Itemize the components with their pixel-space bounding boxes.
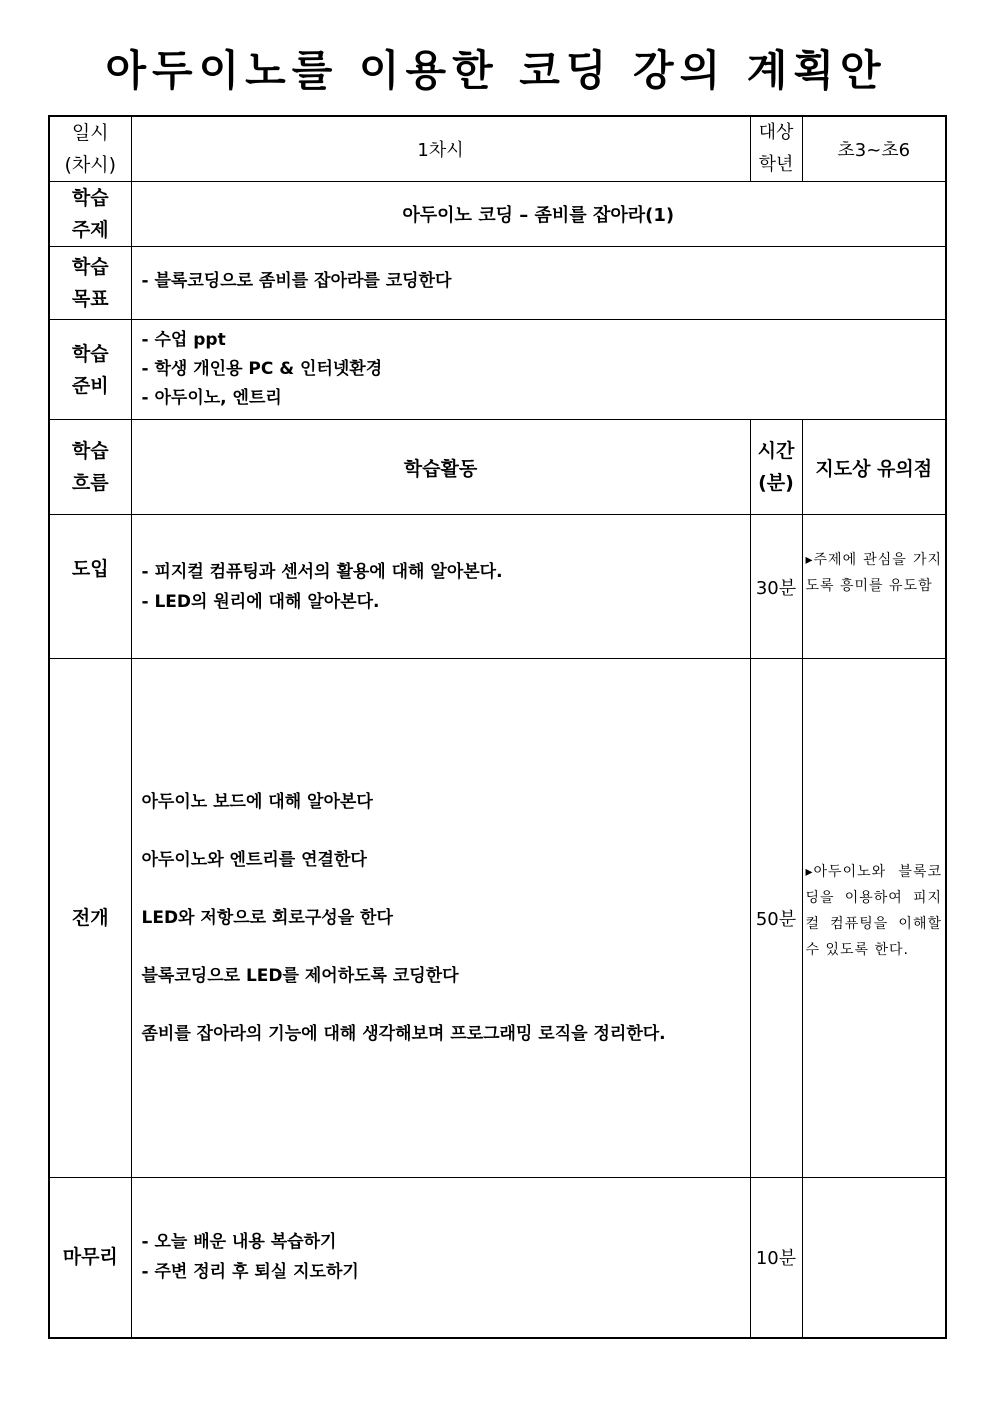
- topic-value: 아두이노 코딩 – 좀비를 잡아라(1): [131, 182, 946, 247]
- develop-list: [131, 659, 750, 1178]
- prep-item: - 학생 개인용 PC & 인터넷환경: [141, 359, 383, 379]
- flow-label: 학습 흐름: [49, 420, 131, 515]
- goal-label: 학습 목표: [49, 247, 131, 320]
- prep-item: - 아두이노, 엔트리: [141, 388, 282, 408]
- notes-header: 지도상 유의점: [802, 420, 946, 515]
- row-develop: [49, 659, 946, 1178]
- wrap-time: 10분: [750, 1178, 802, 1338]
- wrap-item: - 오늘 배운 내용 복습하기: [141, 1232, 337, 1253]
- time-header: 시간 (분): [750, 420, 802, 515]
- date-label: 일시 (차시): [49, 116, 131, 182]
- develop-item: 아두이노 보드에 대해 알아본다: [141, 792, 373, 812]
- goal-item: - 블록코딩으로 좀비를 잡아라를 코딩한다: [141, 271, 452, 291]
- goal-list: [131, 247, 946, 320]
- wrap-label: 마무리: [49, 1178, 131, 1338]
- develop-time: 50분: [750, 659, 802, 1178]
- develop-item: 아두이노와 엔트리를 연결한다: [141, 850, 367, 870]
- target-label: 대상 학년: [750, 116, 802, 182]
- row-flow-header: [49, 420, 946, 515]
- intro-item: - 피지컬 컴퓨팅과 센서의 활용에 대해 알아본다.: [141, 561, 503, 582]
- row-topic: [49, 182, 946, 247]
- develop-item: 블록코딩으로 LED를 제어하도록 코딩한다: [141, 966, 459, 986]
- row-wrap: [49, 1178, 946, 1338]
- row-prep: [49, 320, 946, 420]
- intro-label: 도입: [49, 515, 131, 659]
- prep-label: 학습 준비: [49, 320, 131, 420]
- wrap-list: [131, 1178, 750, 1338]
- intro-time: 30분: [750, 515, 802, 659]
- lesson-plan-table: [48, 115, 947, 1339]
- develop-note: ▸아두이노와 블록코딩을 이용하여 피지컬 컴퓨팅을 이해할 수 있도록 한다.: [802, 659, 946, 1178]
- develop-item: 좀비를 잡아라의 기능에 대해 생각해보며 프로그래밍 로직을 정리한다.: [141, 1024, 666, 1044]
- target-value: 초3~초6: [802, 116, 946, 182]
- intro-list: [131, 515, 750, 659]
- row-intro: [49, 515, 946, 659]
- wrap-item: - 주변 정리 후 퇴실 지도하기: [141, 1262, 359, 1283]
- intro-note: ▸주제에 관심을 가지도록 흥미를 유도함: [802, 515, 946, 659]
- intro-item: - LED의 원리에 대해 알아본다.: [141, 591, 380, 612]
- prep-list: [131, 320, 946, 420]
- page-title: 아두이노를 이용한 코딩 강의 계획안: [105, 46, 887, 95]
- row-goal: [49, 247, 946, 320]
- session-value: 1차시: [131, 116, 750, 182]
- row-date: [49, 116, 946, 182]
- topic-label: 학습 주제: [49, 182, 131, 247]
- wrap-note: [802, 1178, 946, 1338]
- develop-label: 전개: [49, 659, 131, 1178]
- develop-item: LED와 저항으로 회로구성을 한다: [141, 908, 393, 928]
- prep-item: - 수업 ppt: [141, 330, 226, 350]
- activity-header: 학습활동: [131, 420, 750, 515]
